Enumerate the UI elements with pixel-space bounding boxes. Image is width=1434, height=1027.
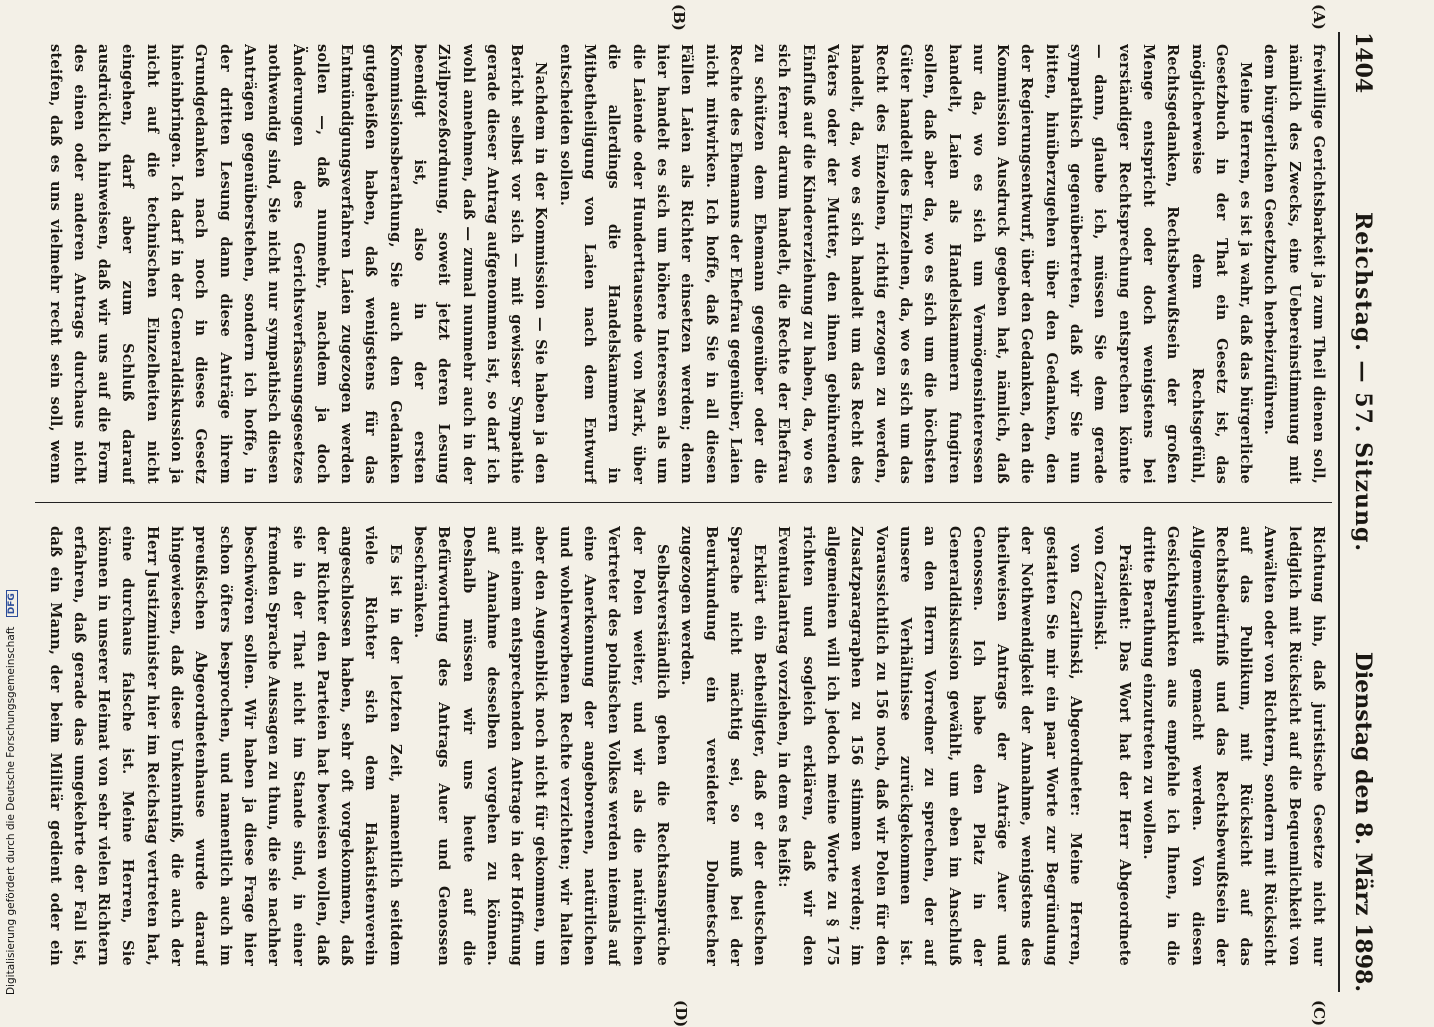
page-title: Reichstag. — 57. Sitzung. (1350, 212, 1376, 553)
paragraph: Selbstverständlich gehen die Rechtsansprüche der Polen weiter, und wir als die natürlichen Vertreter des polnischen Volkes werden niemals auf eine Anerkennung der angeborenen, natürlichen und wohlerworbenen Rechte verzichten; wir halten aber den Augenblick noch nicht für gekommen, um mit einem entsprechenden Antrage in der Hoffnung auf Annahme desselben vorgehen zu können. Deshalb müssen wir uns heute auf die Befürwortung des Antrags Auer und Genossen beschränken. (411, 526, 671, 966)
paragraph: freiwillige Gerichtsbarkeit ja zum Theil dienen soll, nämlich des Zwecks, eine Uebereinstimmung mit dem bürgerlichen Gesetzbuch herbeizuführen. (1261, 44, 1327, 484)
quoted-paragraph: Erklärt ein Betheiligter, daß er der deutschen Sprache nicht mächtig sei, so muß bei der Beurkundung ein vereideter Dolmetscher zugezogen werden. (678, 526, 769, 966)
digitization-credit (5, 590, 18, 995)
page-date: Dienstag den 8. März 1898. (1350, 651, 1376, 992)
document-page (35, 4, 1380, 1027)
dfg-logo: DFG (6, 590, 18, 617)
margin-marker-c: (C) (1310, 1000, 1328, 1027)
right-text-column (40, 526, 1330, 966)
page-header (1338, 32, 1380, 992)
margin-marker-a: (A) (1310, 4, 1328, 30)
paragraph: Richtung hin, daß juristische Gesetze nicht nur lediglich mit Rücksicht auf die Bequemlichkeit von Anwälten oder von Richtern, sondern mit Rücksicht auf das Publikum, mit Rücksicht auf das Rechtsbedürfniß und das Rechtsbewußtsein der Allgemeinheit gemacht werden. Von diesen Gesichtspunkten aus empfehle ich Ihnen, in die dritte Berathung einzutreten zu wollen. (1139, 526, 1327, 966)
credit-text: Digitalisierung gefördert durch die Deutsche Forschungsgemeinschaft (5, 626, 17, 995)
paragraph: Präsident: Das Wort hat der Herr Abgeordnete von Czarlinski. (1091, 526, 1133, 966)
column-divider (35, 502, 1332, 503)
paragraph: Es ist in der letzten Zeit, namentlich seitdem viele Richter sich dem Hakatistenverein angeschlossen haben, sehr oft vorgekommen, daß der Richter den Parteien hat beweisen wollen, daß sie in der That nicht im Stande sind, in einer fremden Sprache Aussagen zu thun, die sie nachher beschwören sollen. Wir haben ja diese Frage hier schon öfters besprochen, und namentlich auch im preußischen Abgeordnetenhause wurde darauf hingewiesen, daß diese Unkenntniß, die auch der Herr Justizminister hier im Reichstag vertreten hat, eine durchaus falsche ist. Meine Herren, Sie können in unserer Heimat von sehr vielen Richtern erfahren, daß gerade das umgekehrte der Fall ist, daß ein Mann, der beim Militär gedient oder ein (46, 526, 404, 966)
left-text-column (40, 44, 1330, 484)
paragraph: Nachdem in der Kommission — Sie haben ja den Bericht selbst vor sich — mit gewisser Sympathie gerade dieser Antrag aufgenommen ist, so darf ich wohl annehmen, daß — zumal nunmehr auch in der Zivilprozeßordnung, soweit jetzt deren Lesung beendigt ist, also in der ersten Kommissionsberathung, Sie auch den Gedanken gutgeheißen haben, daß wenigstens für das Entmündigungsverfahren Laien zugezogen werden sollen —, daß nunmehr, nachdem ja doch Änderungen des Gerichtsverfassungsgesetzes nothwendig sind, Sie nicht nur sympathisch diesen Anträgen gegenüberstehen, sondern ich hoffe, in der dritten Lesung dann diese Anträge ihrem Grundgedanken nach noch in dieses Gesetz hineinbringen. Ich darf in der Generaldiskussion ja nicht auf die technischen Einzelheiten nicht eingehen, darf aber zum Schluß darauf ausdrücklich hinweisen, daß wir uns auf die Form des einen oder anderen Antrags durchaus nicht steifen, daß es uns vielmehr recht sein soll, wenn (46, 44, 550, 484)
page-number: 1404 (1350, 32, 1376, 94)
margin-marker-b: (B) (670, 4, 688, 31)
paragraph: Meine Herren, es ist ja wahr, daß das bürgerliche Gesetzbuch in der That ein Gesetz ist, das möglicherweise dem Rechtsgefühl, Rechtsgedanken, Rechtsbewußtsein der großen Menge entspricht oder doch wenigstens bei verständiger Rechtsprechung entsprechen könnte — dann, glaube ich, müssen Sie dem gerade sympathisch gegenübertreten, daß wir Sie nun bitten, hinüberzugehen über den Gedanken, den der Regierungsentwurf, über den Gedanken, den die Kommission Ausdruck gegeben hat, nämlich, daß nur da, wo es sich um Vermögensinteressen handelt, Laien als Handelskammern fungiren sollen, daß aber da, wo es sich um die höchsten Güter handelt des Einzelnen, da, wo es sich um das Recht des Einzelnen, richtig erzogen zu werden, handelt, da, wo es sich handelt um das Recht des Vaters oder der Mutter, den ihnen gebührenden Einfluß auf die Kindererziehung zu haben, da, wo es sich ferner darum handelt, die Rechte der Ehefrau zu schützen dem Ehemann gegenüber oder die Rechte des Ehemanns der Ehefrau gegenüber, Laien nicht mitwirken. Ich hoffe, daß Sie in all diesen Fällen Laien als Richter einsetzen werden; denn hier handelt es sich um höhere Interessen als um die Laiende oder Hunderttausende von Mark, über die allerdings die Handelskammern in Mitbetheiligung von Laien nach dem Entwurf entscheiden sollen. (556, 44, 1255, 484)
margin-marker-d: (D) (672, 1000, 690, 1027)
paragraph: von Czarlinski, Abgeordneter: Meine Herren, gestatten Sie mir ein paar Worte zur Begründung der Nothwendigkeit der Annahme, wenigstens des theilweisen Antrags der Anträge Auer und Genossen. Ich habe den Platz in der Generaldiskussion gewählt, um eben im Anschluß an den Herrn Vorredner zu sprechen, der auf unsere Verhältnisse zurückgekommen ist. Voraussichtlich zu 156 noch, daß wir Polen für den Zusatzparagraphen zu 156 stimmen werden; im allgemeinen will ich jedoch meine Worte zu § 175 richten und sogleich erklären, daß wir den Eventualantrag vorziehen, in dem es heißt: (775, 526, 1085, 966)
